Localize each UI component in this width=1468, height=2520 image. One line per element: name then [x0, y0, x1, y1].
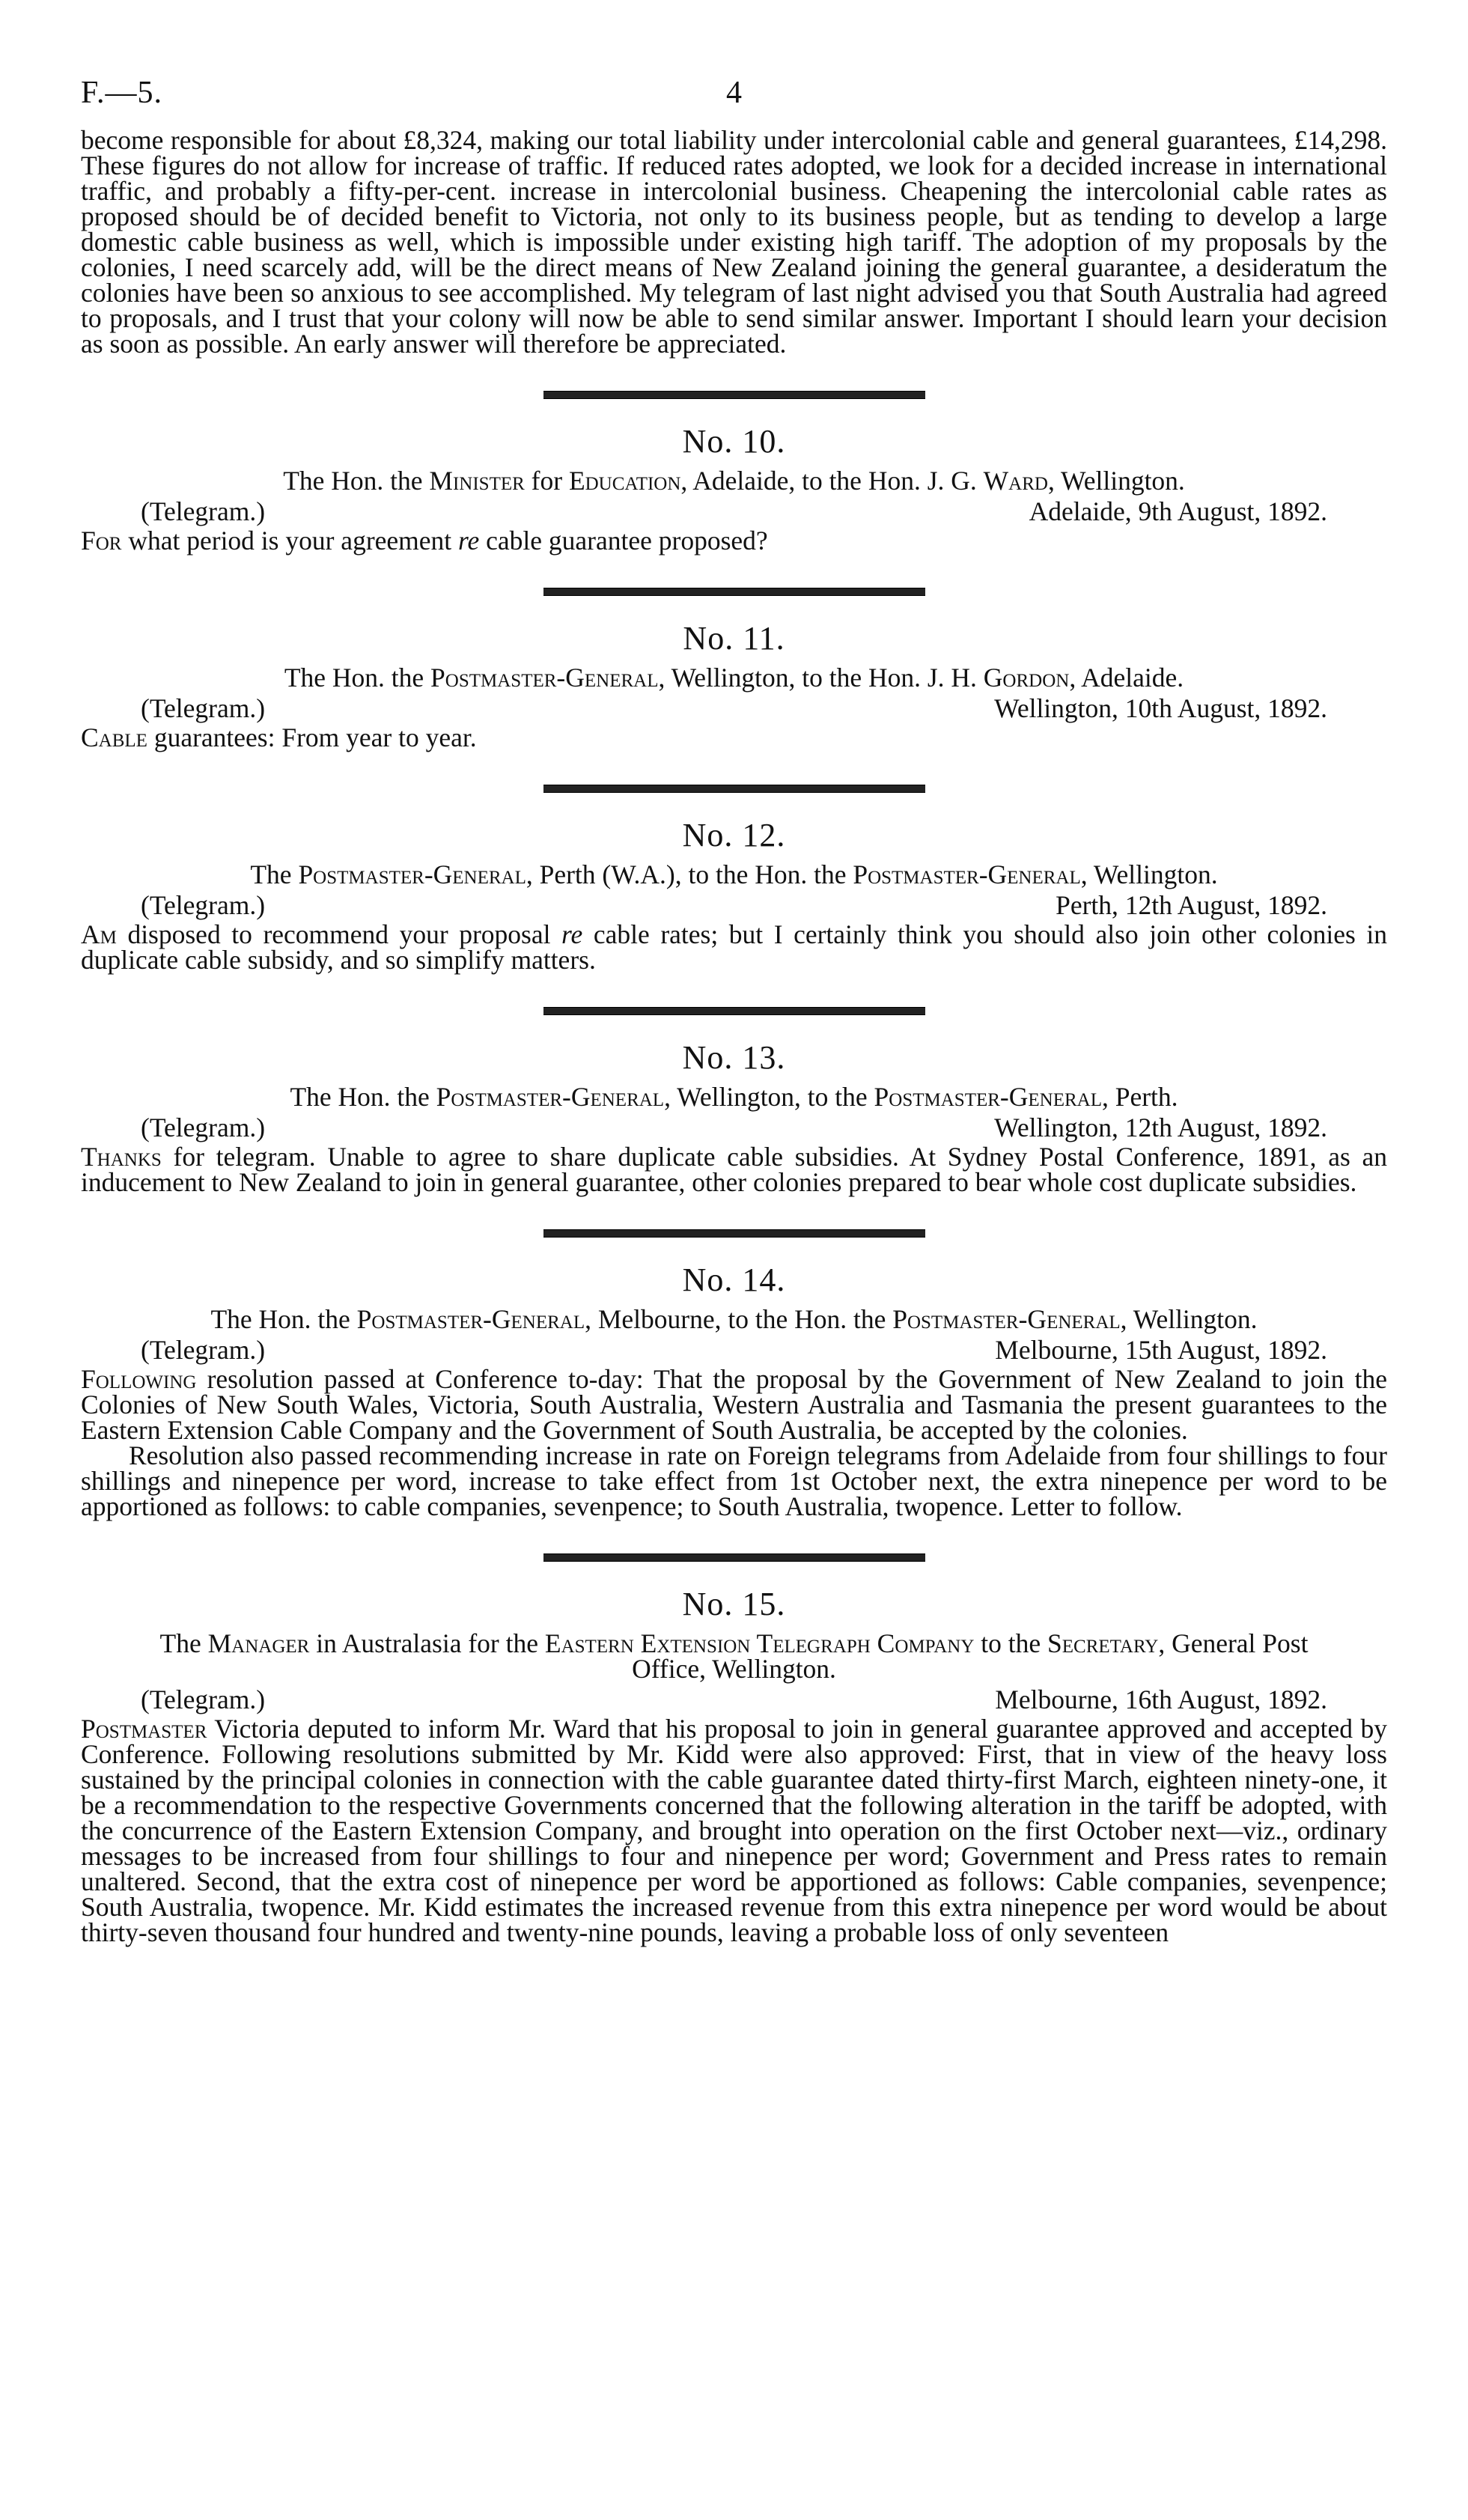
section-address: The Hon. the Minister for Education, Adelaide, to the Hon. J. G. Ward, Wellington.: [283, 466, 1185, 496]
telegram-line: [81, 1683, 1387, 1716]
section-address: The Manager in Australasia for the Eastern Extension Telegraph Company to the Secretary, General Post Office, Wellington.: [159, 1628, 1309, 1684]
section-number: No. 13.: [682, 1039, 786, 1076]
telegram-line: [81, 495, 1387, 528]
section-body: Postmaster Victoria deputed to inform Mr. Ward that his proposal to join in general guarantee approved and accepted by Conference. Following resolutions submitted by Mr. Kidd were also approved: First, that in view of the heavy loss sustained by the principal colonies in connection with the cable guarantee dated thirty-first March, eighteen ninety-one, it be a recommendation to the respective Governments concerned that the following alteration in the tariff be adopted, with the concurrence of the Eastern Extension Company, and brought into operation on the first October next—viz., ordinary messages to be increased from four shillings to four and ninepence per word; Government and Press rates to remain unaltered. Second, that the extra cost of ninepence per word be apportioned as follows: Cable companies, sevenpence; South Australia, twopence. Mr. Kidd estimates the increased revenue from this extra ninepence per word would be about thirty-seven thousand four hundred and twenty-nine pounds, leaving a probable loss of only seventeen: [81, 1714, 1387, 1947]
section-body: Am disposed to recommend your proposal re cable rates; but I certainly think you should also join other colonies in duplicate cable subsidy, and so simplify matters.: [81, 919, 1387, 975]
section-divider: [543, 1553, 925, 1562]
section-body: Following resolution passed at Conference to-day: That the proposal by the Government of New Zealand to join the Colonies of New South Wales, Victoria, South Australia, Western Australia and Tasmania the present guarantees to the Eastern Extension Cable Company and the Government of South Australia, be accepted by the colonies.: [81, 1364, 1387, 1445]
page-header: [81, 75, 1387, 127]
section-body: Thanks for telegram. Unable to agree to share duplicate cable subsidies. At Sydney Postal Conference, 1891, as an inducement to New Zealand to join in general guarantee, other colonies prepared to bear whole cost duplicate subsidies.: [81, 1142, 1387, 1197]
place-date: Wellington, 12th August, 1892.: [994, 1113, 1327, 1142]
section-body: For what period is your agreement re cable guarantee proposed?: [81, 526, 768, 556]
place-date: Wellington, 10th August, 1892.: [994, 693, 1327, 723]
section-divider: [543, 588, 925, 596]
telegram-line: [81, 1333, 1387, 1366]
telegram-line: [81, 692, 1387, 725]
intro-paragraph: become responsible for about £8,324, making our total liability under intercolonial cable and general guarantees, £14,298. These figures do not allow for increase of traffic. If reduced rates adopted, we look for a decided increase in international traffic, and probably a fifty-per-cent. increase in intercolonial business. Cheapening the intercolonial cable rates as proposed should be of decided benefit to Victoria, not only to its business people, but as tending to develop a large domestic cable business as well, which is impossible under existing high tariff. The adoption of my proposals by the colonies, I need scarcely add, will be the direct means of New Zealand joining the general guarantee, a desideratum the colonies have been so anxious to see accomplished. My telegram of last night advised you that South Australia had agreed to proposals, and I trust that your colony will now be able to send similar answer. Important I should learn your decision as soon as possible. An early answer will therefore be appreciated.: [81, 125, 1387, 359]
section-body-continued: Resolution also passed recommending increase in rate on Foreign telegrams from Adelaide from four shillings to four shillings and ninepence per word, increase to take effect from 1st October next, the extra ninepence per word to be apportioned as follows: to cable companies, sevenpence; to South Australia, twopence. Letter to follow.: [81, 1440, 1387, 1521]
telegram-label: (Telegram.): [141, 496, 266, 526]
telegram-label: (Telegram.): [141, 890, 266, 920]
section-number: No. 15.: [682, 1586, 786, 1622]
section-body: Cable guarantees: From year to year.: [81, 722, 477, 752]
section-address: The Hon. the Postmaster-General, Wellington, to the Postmaster-General, Perth.: [290, 1082, 1178, 1112]
section-number: No. 10.: [682, 423, 786, 460]
section-divider: [543, 1229, 925, 1238]
section-address: The Hon. the Postmaster-General, Melbourne, to the Hon. the Postmaster-General, Wellington.: [210, 1304, 1258, 1334]
document-reference: F.—5.: [81, 76, 162, 110]
telegram-line: [81, 1111, 1387, 1144]
telegram-label: (Telegram.): [141, 693, 266, 723]
section-address: The Hon. the Postmaster-General, Wellington, to the Hon. J. H. Gordon, Adelaide.: [284, 663, 1184, 693]
telegram-label: (Telegram.): [141, 1113, 266, 1142]
page-number: 4: [726, 76, 742, 110]
section-divider: [543, 1007, 925, 1015]
section-number: No. 12.: [682, 817, 786, 853]
section-number: No. 11.: [683, 620, 785, 657]
section-number: No. 14.: [682, 1261, 786, 1298]
section-address: The Postmaster-General, Perth (W.A.), to the Hon. the Postmaster-General, Wellington.: [250, 859, 1218, 889]
section-divider: [543, 391, 925, 399]
telegram-label: (Telegram.): [141, 1684, 266, 1714]
telegram-line: [81, 889, 1387, 922]
place-date: Adelaide, 9th August, 1892.: [1029, 496, 1327, 526]
place-date: Perth, 12th August, 1892.: [1056, 890, 1327, 920]
place-date: Melbourne, 15th August, 1892.: [995, 1335, 1327, 1365]
section-divider: [543, 785, 925, 793]
telegram-label: (Telegram.): [141, 1335, 266, 1365]
place-date: Melbourne, 16th August, 1892.: [995, 1684, 1327, 1714]
